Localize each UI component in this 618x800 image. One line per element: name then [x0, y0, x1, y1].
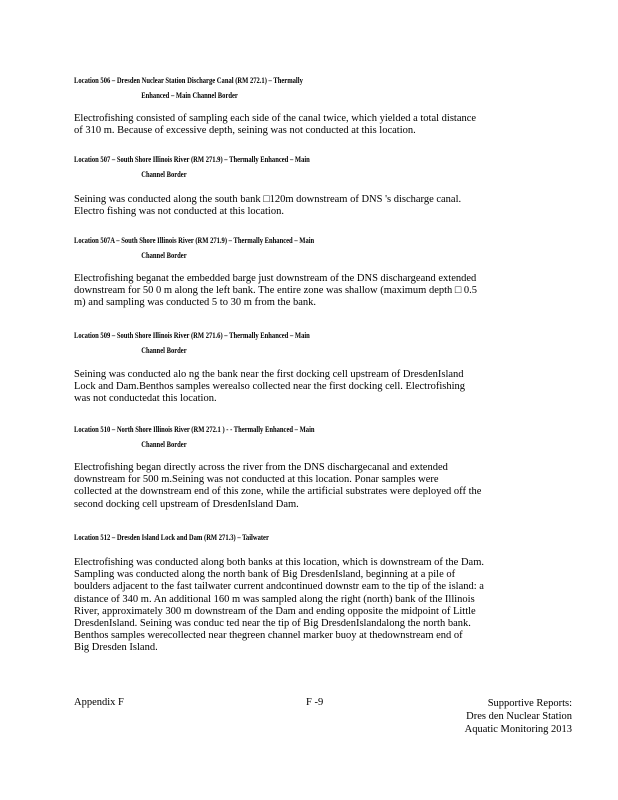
heading-line: Location 510 – North Shore Illinois River (RM 272.1 ) - - Thermally Enhanced – Main [74, 425, 315, 434]
heading-line: Location 512 – Dresden Island Lock and Dam (RM 271.3) – Tailwater [74, 533, 269, 542]
paragraph-line: m) and sampling was conducted 5 to 30 m from the bank. [74, 297, 317, 309]
footer-page-number: F -9 [306, 697, 324, 708]
heading-line: Location 507A – South Shore Illinois River (RM 271.9) – Thermally Enhanced – Main [74, 236, 315, 245]
footer-appendix-label: Appendix F [74, 697, 124, 708]
heading-line: Channel Border [141, 440, 187, 449]
heading-line: Location 506 – Dresden Nuclear Station Discharge Canal (RM 272.1) – Thermally [74, 76, 303, 85]
footer-report-line: Dres den Nuclear Station [466, 711, 572, 722]
paragraph-line: downstream for 500 m.Seining was not conducted at this location. Ponar samples were [74, 474, 439, 486]
paragraph-line: Big Dresden Island. [74, 642, 158, 654]
paragraph-line: DresdenIsland. Seining was conduc ted near the tip of Big DresdenIslandalong the north bank. [74, 618, 471, 630]
paragraph-line: River, approximately 300 m downstream of the Dam and ending opposite the midpoint of Little [74, 605, 476, 617]
paragraph-line: Seining was conducted along the south bank □120m downstream of DNS 's discharge canal. [74, 194, 462, 205]
section-heading-507a [74, 233, 468, 263]
section-paragraph-506 [74, 113, 544, 137]
section-paragraph-509 [74, 369, 544, 406]
paragraph-line: Electrofishing beganat the embedded barge just downstream of the DNS dischargeand extended [74, 273, 477, 284]
paragraph-line: second docking cell upstream of DresdenIsland Dam. [74, 498, 299, 510]
paragraph-line: Electro fishing was not conducted at this location. [74, 206, 284, 218]
heading-line: Channel Border [141, 170, 187, 179]
paragraph-line: Electrofishing consisted of sampling each side of the canal twice, which yielded a total distance [74, 113, 477, 124]
section-heading-510 [74, 422, 468, 452]
paragraph-line: Lock and Dam.Benthos samples werealso collected near the first docking cell. Electrofishing [74, 381, 465, 393]
section-heading-512 [74, 530, 468, 545]
footer-report-line: Aquatic Monitoring 2013 [464, 724, 572, 735]
heading-line: Enhanced – Main Channel Border [141, 91, 238, 100]
paragraph-line: Benthos samples werecollected near thegreen channel marker buoy at thedownstream end of [74, 630, 463, 642]
section-heading-507 [74, 152, 468, 182]
paragraph-line: Sampling was conducted along the north bank of Big DresdenIsland, beginning at a pile of [74, 569, 456, 581]
paragraph-line: Electrofishing began directly across the river from the DNS dischargecanal and extended [74, 462, 448, 473]
paragraph-line: collected at the downstream end of this zone, while the artificial substrates were deployed off the [74, 486, 482, 498]
section-paragraph-507a [74, 273, 544, 310]
section-paragraph-510 [74, 462, 544, 511]
heading-line: Channel Border [141, 346, 187, 355]
section-heading-506 [74, 73, 468, 103]
paragraph-line: of 310 m. Because of excessive depth, seining was not conducted at this location. [74, 125, 416, 137]
section-heading-509 [74, 328, 468, 358]
footer-report-line: Supportive Reports: [487, 698, 572, 709]
paragraph-line: distance of 340 m. An additional 160 m was sampled along the right (north) bank of the Illinois [74, 593, 475, 605]
paragraph-line: downstream for 50 0 m along the left bank. The entire zone was shallow (maximum depth □ 0.5 [74, 285, 478, 297]
section-paragraph-512 [74, 557, 544, 655]
heading-line: Location 507 – South Shore Illinois River (RM 271.9) – Thermally Enhanced – Main [74, 155, 310, 164]
paragraph-line: was not conductedat this location. [74, 393, 217, 405]
footer-report-title [465, 697, 572, 736]
paragraph-line: Electrofishing was conducted along both banks at this location, which is downstream of the Dam. [74, 557, 484, 568]
paragraph-line: Seining was conducted alo ng the bank near the first docking cell upstream of DresdenIsland [74, 369, 464, 380]
paragraph-line: boulders adjacent to the fast tailwater current andcontinued downstr eam to the tip of the island: a [74, 581, 484, 593]
section-paragraph-507 [74, 194, 544, 218]
heading-line: Location 509 – South Shore Illinois River (RM 271.6) – Thermally Enhanced – Main [74, 331, 310, 340]
heading-line: Channel Border [141, 251, 187, 260]
